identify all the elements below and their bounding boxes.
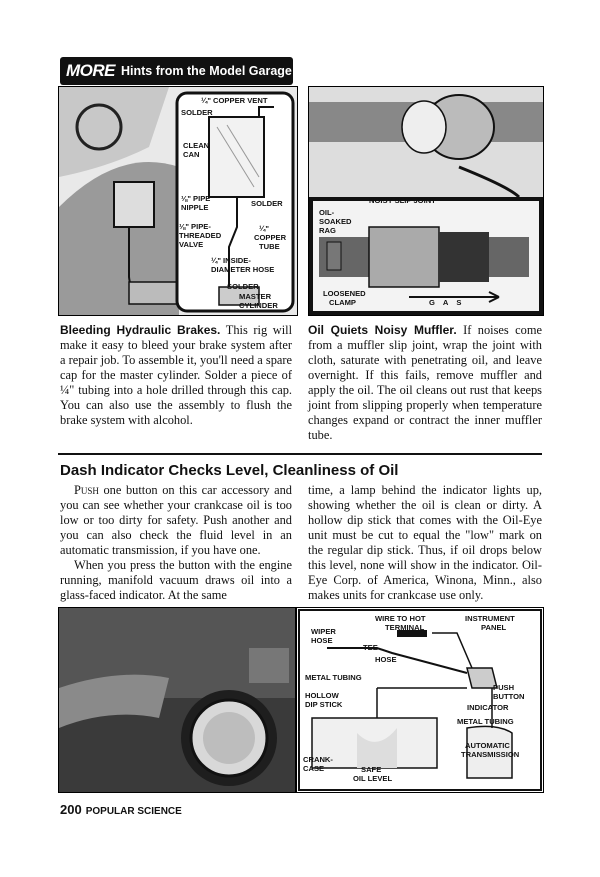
label-wiper: WIPER — [311, 627, 336, 636]
section-banner — [60, 57, 293, 85]
label-button: BUTTON — [493, 692, 525, 701]
magazine-name: POPULAR SCIENCE — [85, 806, 182, 817]
label-rag: RAG — [319, 226, 336, 235]
engine-photo — [58, 607, 296, 793]
muffler-article — [308, 323, 542, 443]
label-dip-stick: DIP STICK — [305, 700, 343, 709]
label-threaded-valve-2: THREADED — [179, 231, 222, 240]
label-copper-tube-1: ¼" — [259, 224, 269, 233]
label-master-2: CYLINDER — [239, 301, 278, 310]
label-solder-3: SOLDER — [227, 282, 259, 291]
section-divider — [58, 453, 542, 455]
label-copper-tube-2: COPPER — [254, 233, 287, 242]
label-solder-1: SOLDER — [181, 108, 213, 117]
label-transmission: TRANSMISSION — [461, 750, 520, 759]
section-title: Dash Indicator Checks Level, Cleanliness of Oil — [60, 462, 399, 479]
page-footer — [60, 802, 182, 817]
oil-article-p2: When you press the button with the engine running, manifold vacuum draws oil into a glass-faced indicator. At the same — [60, 558, 292, 602]
oil-article-col2 — [308, 483, 542, 603]
label-soaked: SOAKED — [319, 217, 352, 226]
oil-article-lead: Push — [74, 483, 99, 497]
label-hollow: HOLLOW — [305, 691, 339, 700]
label-can: CAN — [183, 150, 200, 159]
brake-article-body: This rig will make it easy to bleed your brake system after a repair job. To assemble it, you'll need a spare cap for the master cylinder. Solder a piece of ¼" tubing into a hole drilled through this cap. You can also use the assembly to flush the brake system with alcohol. — [60, 323, 293, 427]
oil-article-p1: one button on this car accessory and you can see whether your crankcase oil is too low or too dirty for safety. Push another and you can also check the fluid level in an automatic transmission, if you have one. — [60, 483, 292, 557]
muffler-article-title: Oil Quiets Noisy Muffler. — [308, 323, 457, 337]
page-number: 200 — [60, 802, 82, 817]
oil-article-col1 — [60, 483, 292, 603]
banner-title: Hints from the Model Garage — [121, 64, 292, 78]
label-hose: HOSE — [375, 655, 397, 664]
label-metal-tubing-2: METAL TUBING — [457, 717, 514, 726]
label-noisy-slip-joint: NOISY SLIP JOINT — [369, 196, 436, 205]
label-wiper-hose: HOSE — [311, 636, 333, 645]
label-oil: OIL- — [319, 208, 335, 217]
label-oil-level: OIL LEVEL — [353, 774, 393, 783]
label-hose-2: DIAMETER HOSE — [211, 265, 275, 274]
banner-more: MORE — [66, 61, 115, 80]
oil-article-p3: time, a lamp behind the indicator lights up, showing whether the oil is clean or dirty. A hollow dip stick that comes with the Oil-Eye unit must be cut to equal the "low" mark on the regular dip stick. Thus, if oil drops below this level, none will show in the indicator. Oil-Eye Corp. of America, Winona, Minn., also makes units for crankcase use only. — [308, 483, 542, 602]
brake-article-title: Bleeding Hydraulic Brakes. — [60, 323, 221, 337]
label-instrument: INSTRUMENT — [465, 614, 515, 623]
label-metal-tubing-1: METAL TUBING — [305, 673, 362, 682]
brake-illustration — [58, 86, 298, 316]
label-clamp: CLAMP — [329, 298, 356, 307]
label-copper-vent: ¼" COPPER VENT — [201, 96, 268, 105]
label-clean: CLEAN — [183, 141, 210, 150]
label-solder-2: SOLDER — [251, 199, 283, 208]
label-crank: CRANK- — [303, 755, 333, 764]
label-master-1: MASTER — [239, 292, 272, 301]
label-tee: TEE — [363, 643, 378, 652]
label-wire-hot: WIRE TO HOT — [375, 614, 426, 623]
label-safe: SAFE — [361, 765, 382, 774]
muffler-illustration — [308, 86, 544, 316]
label-gas: GAS — [429, 298, 470, 307]
label-pipe-nipple-2: NIPPLE — [181, 203, 209, 212]
label-indicator: INDICATOR — [467, 703, 509, 712]
label-automatic: AUTOMATIC — [465, 741, 510, 750]
label-terminal: TERMINAL — [385, 623, 425, 632]
label-push: PUSH — [493, 683, 515, 692]
oil-eye-diagram — [296, 607, 544, 793]
label-copper-tube-3: TUBE — [259, 242, 280, 251]
label-panel: PANEL — [481, 623, 507, 632]
brake-article — [60, 323, 292, 428]
label-threaded-valve-3: VALVE — [179, 240, 204, 249]
label-threaded-valve-1: ⅛" PIPE- — [179, 222, 211, 231]
engine-photo-drawing — [59, 608, 295, 792]
label-pipe-nipple-1: ⅛" PIPE — [181, 194, 211, 203]
label-case: CASE — [303, 764, 325, 773]
label-loosened: LOOSENED — [323, 289, 366, 298]
muffler-article-body: If noises come from a muffler slip joint, wrap the joint with cloth, saturate with penetrating oil, and leave overnight. If this fails, remove muffler and apply the oil. The oil cleans out rust that keeps joint from slipping properly when temperature changes expand or contract the inner muffler tube. — [308, 323, 542, 442]
label-hose-1: ¼" INSIDE- — [211, 256, 251, 265]
